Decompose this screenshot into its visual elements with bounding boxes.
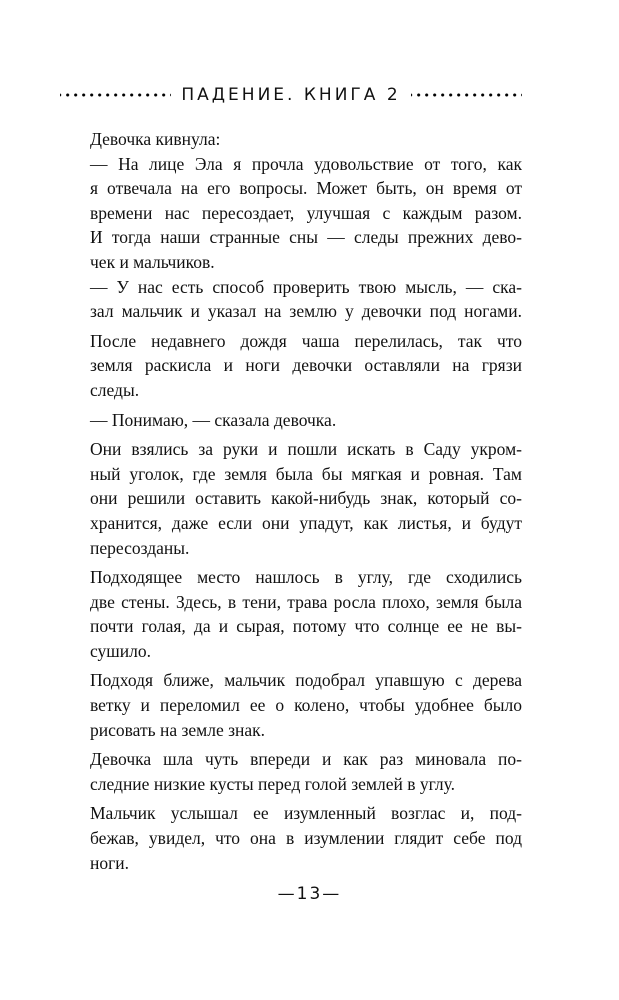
text-line: сушило. bbox=[90, 640, 151, 661]
text-line: зал мальчик и указал на землю у девочки под ногами. bbox=[90, 301, 522, 322]
text-line: ный уголок, где земля была бы мягкая и ровная. Там bbox=[90, 463, 522, 484]
body-text bbox=[90, 127, 522, 875]
text-line: пересозданы. bbox=[90, 537, 190, 558]
text-line: После недавнего дождя чаша перелилась, так что bbox=[90, 330, 522, 351]
text-line: чек и мальчиков. bbox=[90, 251, 215, 272]
text-line: земля раскисла и ноги девочки оставляли на грязи bbox=[90, 355, 522, 376]
text-line: Мальчик услышал ее изумленный возглас и, под- bbox=[90, 803, 522, 824]
text-line: времени нас пересоздает, улучшая с каждым разом. bbox=[90, 202, 522, 223]
text-line: Они взялись за руки и пошли искать в Саду укром- bbox=[90, 439, 522, 460]
text-line: они решили оставить какой-нибудь знак, который со- bbox=[90, 488, 522, 509]
text-line: рисовать на земле знак. bbox=[90, 719, 266, 740]
text-line: ветку и переломил ее о колено, чтобы удобнее было bbox=[90, 695, 522, 716]
text-line: почти голая, да и сырая, потому что солнце ее не вы- bbox=[90, 616, 522, 637]
running-header bbox=[60, 82, 522, 108]
text-line: я отвечала на его вопросы. Может быть, он время от bbox=[90, 178, 522, 199]
header-dots-right bbox=[411, 93, 522, 97]
text-line: Девочка шла чуть впереди и как раз миновала по- bbox=[90, 749, 522, 770]
text-line: Девочка кивнула: bbox=[90, 129, 221, 149]
text-line: Подходя ближе, мальчик подобрал упавшую с дерева bbox=[90, 670, 522, 691]
text-line: ноги. bbox=[90, 852, 130, 873]
text-line: хранится, даже если они упадут, как листья, и будут bbox=[90, 512, 522, 533]
text-line: следние низкие кусты перед голой землей в углу. bbox=[90, 773, 455, 794]
text-line: — У нас есть способ проверить твою мысль, — ска- bbox=[90, 276, 522, 297]
header-title: ПАДЕНИЕ. КНИГА 2 bbox=[181, 85, 401, 105]
text-line: И тогда наши странные сны — следы прежних дево- bbox=[90, 227, 522, 248]
text-line: — Понимаю, — сказала девочка. bbox=[90, 409, 337, 430]
header-dots-left bbox=[60, 93, 171, 97]
page-number: —13— bbox=[277, 884, 342, 904]
text-line: бежав, увидел, что она в изумлении глядит себе под bbox=[90, 828, 522, 849]
text-line: две стены. Здесь, в тени, трава росла плохо, земля была bbox=[90, 591, 522, 612]
text-line: следы. bbox=[90, 379, 140, 400]
text-line: — На лице Эла я прочла удовольствие от того, как bbox=[90, 153, 522, 174]
text-line: Подходящее место нашлось в углу, где сходились bbox=[90, 567, 522, 588]
